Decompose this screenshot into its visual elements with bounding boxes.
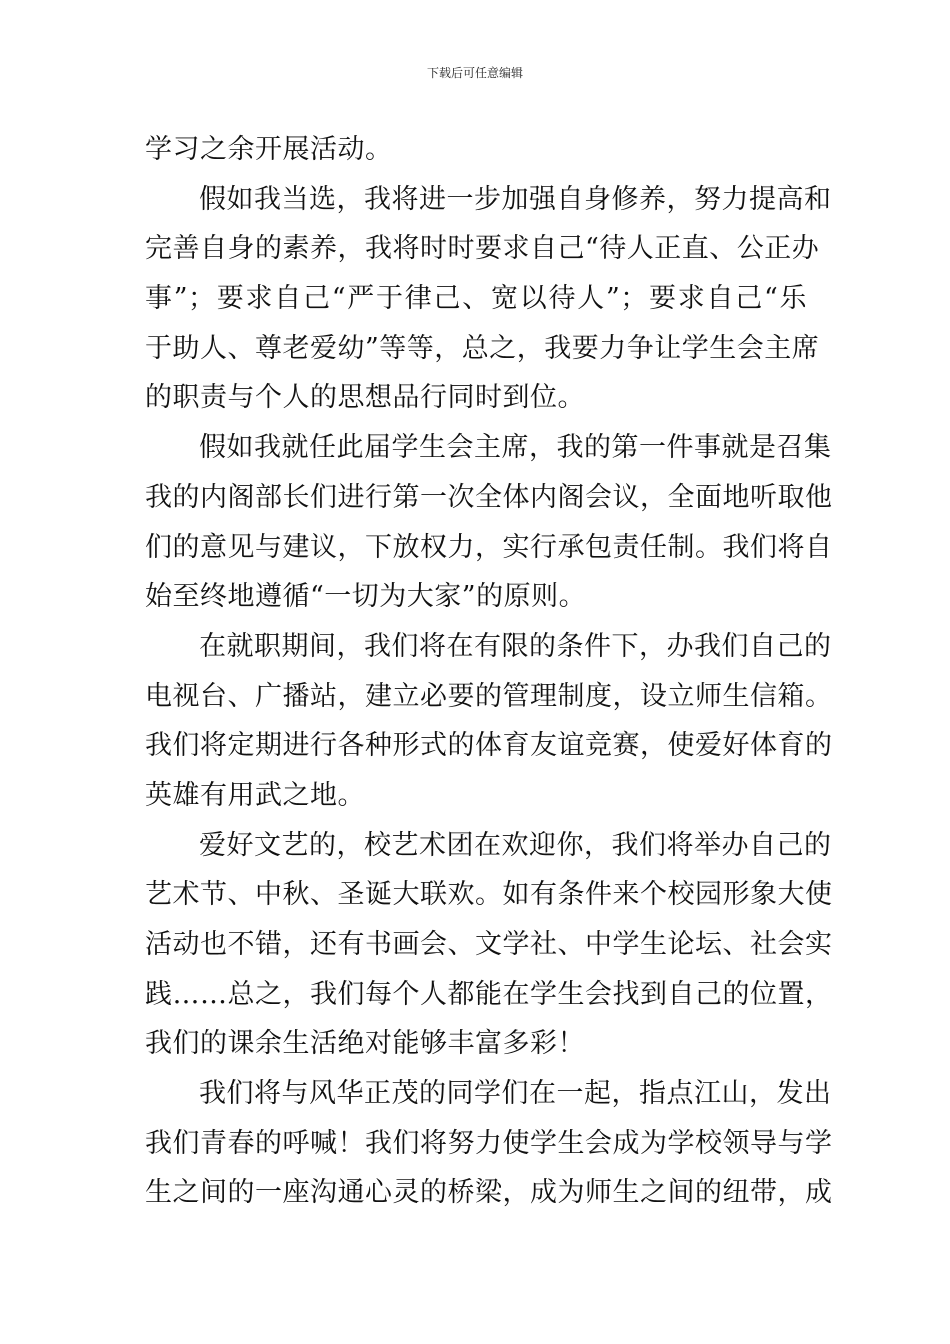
paragraph-continuation — [145, 125, 807, 175]
text-line: 于助人、尊老爱幼”等等，总之，我要力争让学生会主席 — [145, 332, 820, 364]
text-line: 活动也不错，还有书画会、文学社、中学生论坛、社会实 — [145, 929, 833, 960]
text-line: 英雄有用武之地。 — [145, 779, 365, 811]
text-line: 事”；要求自己“严于律己、宽以待人”；要求自己“乐 — [145, 283, 807, 315]
text-line: 学习之余开展活动。 — [145, 134, 393, 165]
text-line: 完善自身的素养，我将时时要求自己“待人正直、公正办 — [145, 233, 820, 265]
text-line: 艺术节、中秋、圣诞大联欢。如有条件来个校园形象大使 — [145, 879, 833, 911]
text-line: 生之间的一座沟通心灵的桥梁，成为师生之间的纽带，成 — [145, 1177, 833, 1209]
text-line: 我们青春的呼喊！我们将努力使学生会成为学校领导与学 — [145, 1127, 833, 1159]
text-line: 们的意见与建议，下放权力，实行承包责任制。我们将自 — [145, 531, 833, 563]
text-line: 我的内阁部长们进行第一次全体内阁会议，全面地听取他 — [145, 481, 833, 513]
text-line: 假如我当选，我将进一步加强自身修养，努力提高和 — [199, 183, 832, 215]
text-line: 在就职期间，我们将在有限的条件下，办我们自己的 — [199, 630, 832, 662]
text-line: 我们将与风华正茂的同学们在一起，指点江山，发出 — [199, 1078, 832, 1110]
paragraph — [145, 622, 833, 821]
document-body — [145, 125, 833, 1218]
paragraph — [145, 423, 833, 622]
text-line: 的职责与个人的思想品行同时到位。 — [145, 382, 585, 414]
text-line: 电视台、广播站，建立必要的管理制度，设立师生信箱。 — [145, 680, 833, 712]
text-line: 爱好文艺的，校艺术团在欢迎你，我们将举办自己的 — [199, 829, 832, 861]
text-line: 假如我就任此届学生会主席，我的第一件事就是召集 — [199, 432, 832, 464]
page-header: 下载后可任意编辑 — [426, 66, 523, 80]
text-line: 始至终地遵循“一切为大家”的原则。 — [145, 581, 587, 613]
text-line: 我们将定期进行各种形式的体育友谊竞赛，使爱好体育的 — [145, 730, 833, 762]
text-line: 我们的课余生活绝对能够丰富多彩！ — [145, 1028, 585, 1060]
text-line: 践……总之，我们每个人都能在学生会找到自己的位置， — [145, 978, 833, 1010]
paragraph — [145, 821, 833, 1069]
paragraph — [145, 1069, 833, 1218]
paragraph — [145, 175, 832, 423]
